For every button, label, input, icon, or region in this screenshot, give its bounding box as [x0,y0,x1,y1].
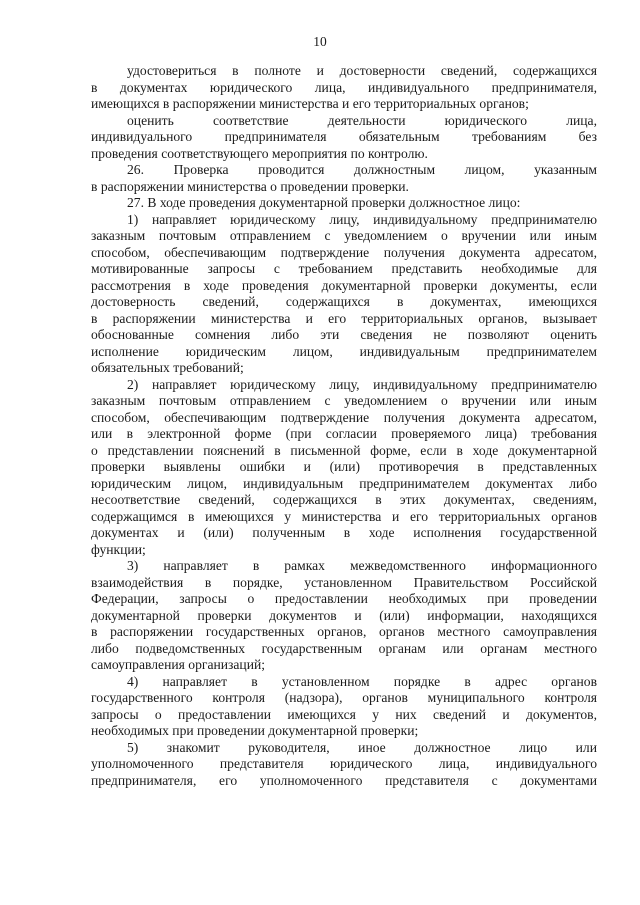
body-text [91,63,597,789]
text-line: в документах юридического лица, индивидуального предпринимателя, [91,79,597,95]
text-line: 2) направляет юридическому лицу, индивидуальному предпринимателю [127,376,597,392]
text-line: 27. В ходе проведения документарной проверки должностное лицо: [127,195,521,210]
text-line: рассмотрения в ходе проведения документарной проверки документы, если [91,277,597,293]
text-line: обоснованные сомнения либо эти сведения не позволяют оценить [91,327,597,342]
text-line: удостовериться в полноте и достоверности сведений, содержащихся [127,63,597,78]
text-line: самоуправления организаций; [91,657,266,672]
text-line: обязательных требований; [91,360,244,375]
text-line: юридическим лицом, индивидуальным предпринимателем документах либо [91,475,597,491]
text-line: способом, обеспечивающим подтверждение получения документа адресатом, [91,409,597,425]
text-line: взаимодействия в порядке, установленном Правительством Российской [91,574,597,590]
text-line: в распоряжении министерства о проведении проверки. [91,178,409,194]
text-line: необходимых при проведении документарной проверки; [91,723,419,738]
text-line: несоответствие сведений, содержащихся в этих документах, сведениям, [91,492,597,507]
text-line: 5) знакомит руководителя, иное должностное лицо или [127,739,597,755]
text-line: Федерации, запросы о предоставлении необходимых при проведении [91,591,597,606]
text-line: проверки выявлены ошибки и (или) противоречия в представленных [91,459,597,474]
text-line: предпринимателя, его уполномоченного представителя с документами [91,772,597,788]
text-line: индивидуального предпринимателя обязательным требованиям без [91,129,597,144]
text-line: 26. Проверка проводится должностным лицом, указанным [127,162,597,177]
text-line: достоверность сведений, содержащихся в документах, имеющихся [91,294,597,309]
text-line: 4) направляет в установленном порядке в адрес органов [127,673,597,689]
text-line: содержащимся в имеющихся у министерства и его территориальных органов [91,508,597,524]
text-line: либо подведомственных государственным органам или органам местного [91,640,597,656]
text-line: заказным почтовым отправлением с уведомлением о вручении или иным [91,393,597,408]
text-line: запросы о предоставлении имеющихся у них сведений и документов, [91,706,597,722]
text-line: имеющихся в распоряжении министерства и его территориальных органов; [91,96,529,111]
text-line: 1) направляет юридическому лицу, индивидуальному предпринимателю [127,211,597,227]
text-line: функции; [91,541,146,557]
text-line: в распоряжении государственных органов, органов местного самоуправления [91,624,597,639]
text-line: оценить соответствие деятельности юридического лица, [127,112,597,128]
text-line: 3) направляет в рамках межведомственного информационного [127,558,597,573]
text-line: или в электронной форме (при согласии проверяемого лица) требования [91,426,597,441]
text-line: исполнение юридическим лицом, индивидуальным предпринимателем [91,343,597,359]
text-line: о представлении пояснений в письменной форме, если в ходе документарной [91,442,597,458]
text-line: способом, обеспечивающим подтверждение получения документа адресатом, [91,244,597,260]
text-line: государственного контроля (надзора), органов муниципального контроля [91,690,597,705]
text-line: уполномоченного представителя юридического лица, индивидуального [91,756,597,771]
text-line: документах и (или) полученным в ходе исполнения государственной [91,525,597,540]
page-number: 10 [313,34,327,49]
text-line: заказным почтовым отправлением с уведомлением о вручении или иным [91,228,597,243]
text-line: в распоряжении министерства и его территориальных органов, вызывает [91,310,597,326]
text-line: мотивированные запросы с требованием представить необходимые для [91,261,597,276]
text-line: документарной проверки документов и (или) информации, находящихся [91,607,597,623]
text-line: проведения соответствующего мероприятия по контролю. [91,145,428,161]
